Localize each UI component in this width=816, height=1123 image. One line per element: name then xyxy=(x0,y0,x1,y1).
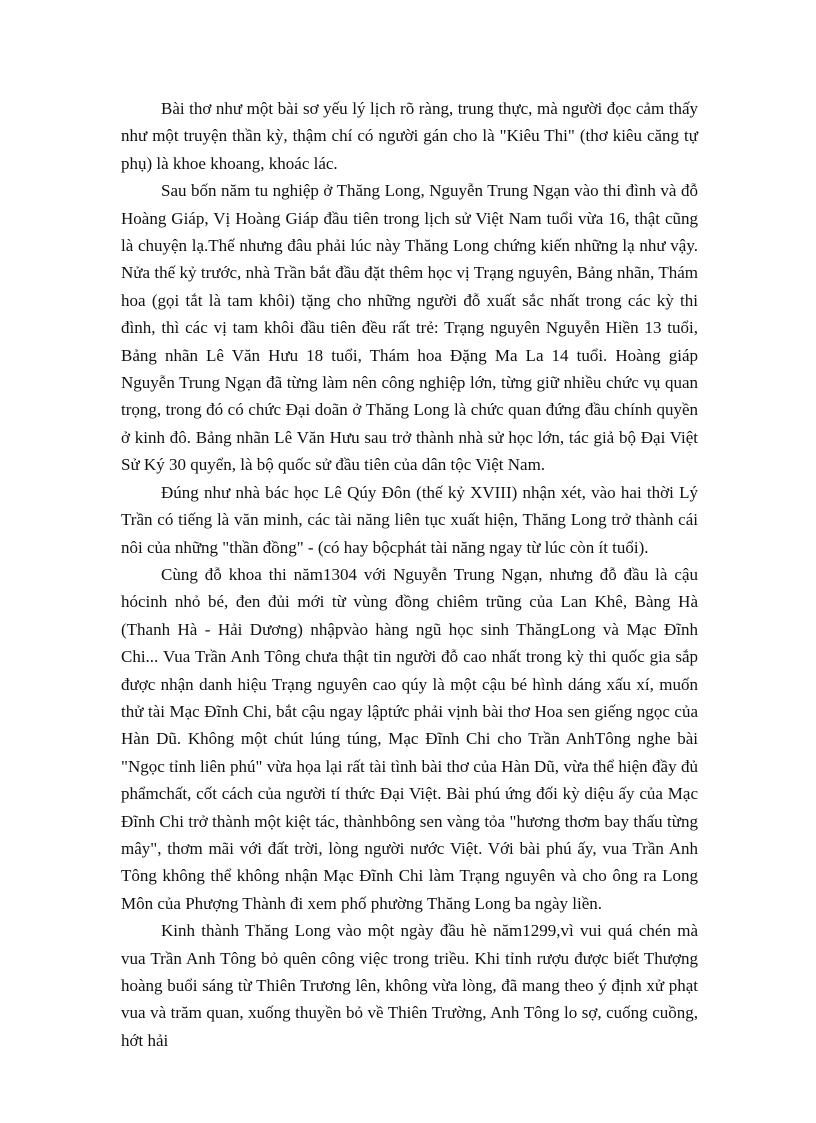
paragraph-1: Bài thơ như một bài sơ yếu lý lịch rõ ràng, trung thực, mà người đọc cảm thấy như một truyện thần kỳ, thậm chí có người gán cho là "Kiêu Thi" (thơ kiêu căng tự phụ) là khoe khoang, khoác lác. xyxy=(121,99,698,173)
paragraph-3: Đúng như nhà bác học Lê Qúy Đôn (thế kỷ XVIII) nhận xét, vào hai thời Lý Trần có tiếng là văn minh, các tài năng liên tục xuất hiện, Thăng Long trở thành cái nôi của những "thần đồng" - (có hay bộcphát tài năng ngay từ lúc còn ít tuổi). xyxy=(121,482,698,557)
paragraph-4: Cùng đỗ khoa thi năm1304 với Nguyễn Trung Ngạn, nhưng đỗ đầu là cậu hócinh nhỏ bé, đen đủi mới từ vùng đồng chiêm trũng của Lan Khê, Bàng Hà (Thanh Hà - Hải Dương) nhậpvào hàng ngũ học sinh ThăngLong và Mạc Đĩnh Chi... Vua Trần Anh Tông chưa thật tin người đỗ cao nhất trong kỳ thi quốc gia sắp được nhận danh hiệu Trạng nguyên cao qúy là một cậu bé hình dáng xấu xí, muốn thử tài Mạc Đĩnh Chi, bắt cậu ngay lậptức phải vịnh bài thơ Hoa sen giếng ngọc của Hàn Dũ. Không một chút lúng túng, Mạc Đĩnh Chi cho Trần AnhTông nghe bài "Ngọc tỉnh liên phú" vừa họa lại rất tài tình bài thơ của Hàn Dũ, vừa thể hiện đầy đủ phẩmchất, cốt cách của người tí thức Đại Việt. Bài phú ứng đối kỳ diệu ấy của Mạc Đĩnh Chi trở thành một kiệt tác, thànhbông sen vàng tỏa "hương thơm bay thấu từng mây", thơm mãi với đất trời, lòng người nước Việt. Với bài phú ấy, vua Trần Anh Tông không thể không nhận Mạc Đĩnh Chi làm Trạng nguyên và cho ông ra Long Môn của Phượng Thành đi xem phố phường Thăng Long ba ngày liền. xyxy=(121,564,698,913)
paragraph-5: Kinh thành Thăng Long vào một ngày đầu hè năm1299,vì vui quá chén mà vua Trần Anh Tông bỏ quên công việc trong triều. Khi tỉnh rượu được biết Thượng hoàng buổi sáng từ Thiên Trương lên, không vừa lòng, đã mang theo ý định xử phạt vua và trăm quan, xuống thuyền bỏ về Thiên Trường, Anh Tông lo sợ, cuống cuồng, hớt hải xyxy=(121,921,698,1050)
document-page xyxy=(121,95,698,1054)
paragraph-2: Sau bốn năm tu nghiệp ở Thăng Long, Nguyễn Trung Ngạn vào thi đình và đỗ Hoàng Giáp, Vị Hoàng Giáp đầu tiên trong lịch sử Việt Nam tuổi vừa 16, thật cũng là chuyện lạ.Thế nhưng đâu phải lúc này Thăng Long chứng kiến những lạ như vậy. Nửa thế kỷ trước, nhà Trần bắt đầu đặt thêm học vị Trạng nguyên, Bảng nhãn, Thám hoa (gọi tắt là tam khôi) tặng cho những người đỗ xuất sắc nhất trong các kỳ thi đình, thì các vị tam khôi đầu tiên đều rất trẻ: Trạng nguyên Nguyễn Hiền 13 tuổi, Bảng nhãn Lê Văn Hưu 18 tuổi, Thám hoa Đặng Ma La 14 tuổi. Hoàng giáp Nguyễn Trung Ngạn đã từng làm nên công nghiệp lớn, từng giữ nhiều chức vụ quan trọng, trong đó có chức Đại doãn ở Thăng Long là chức quan đứng đầu chính quyền ở kinh đô. Bảng nhãn Lê Văn Hưu sau trở thành nhà sử học lớn, tác giả bộ Đại Việt Sử Ký 30 quyển, là bộ quốc sử đầu tiên của dân tộc Việt Nam. xyxy=(121,181,698,475)
